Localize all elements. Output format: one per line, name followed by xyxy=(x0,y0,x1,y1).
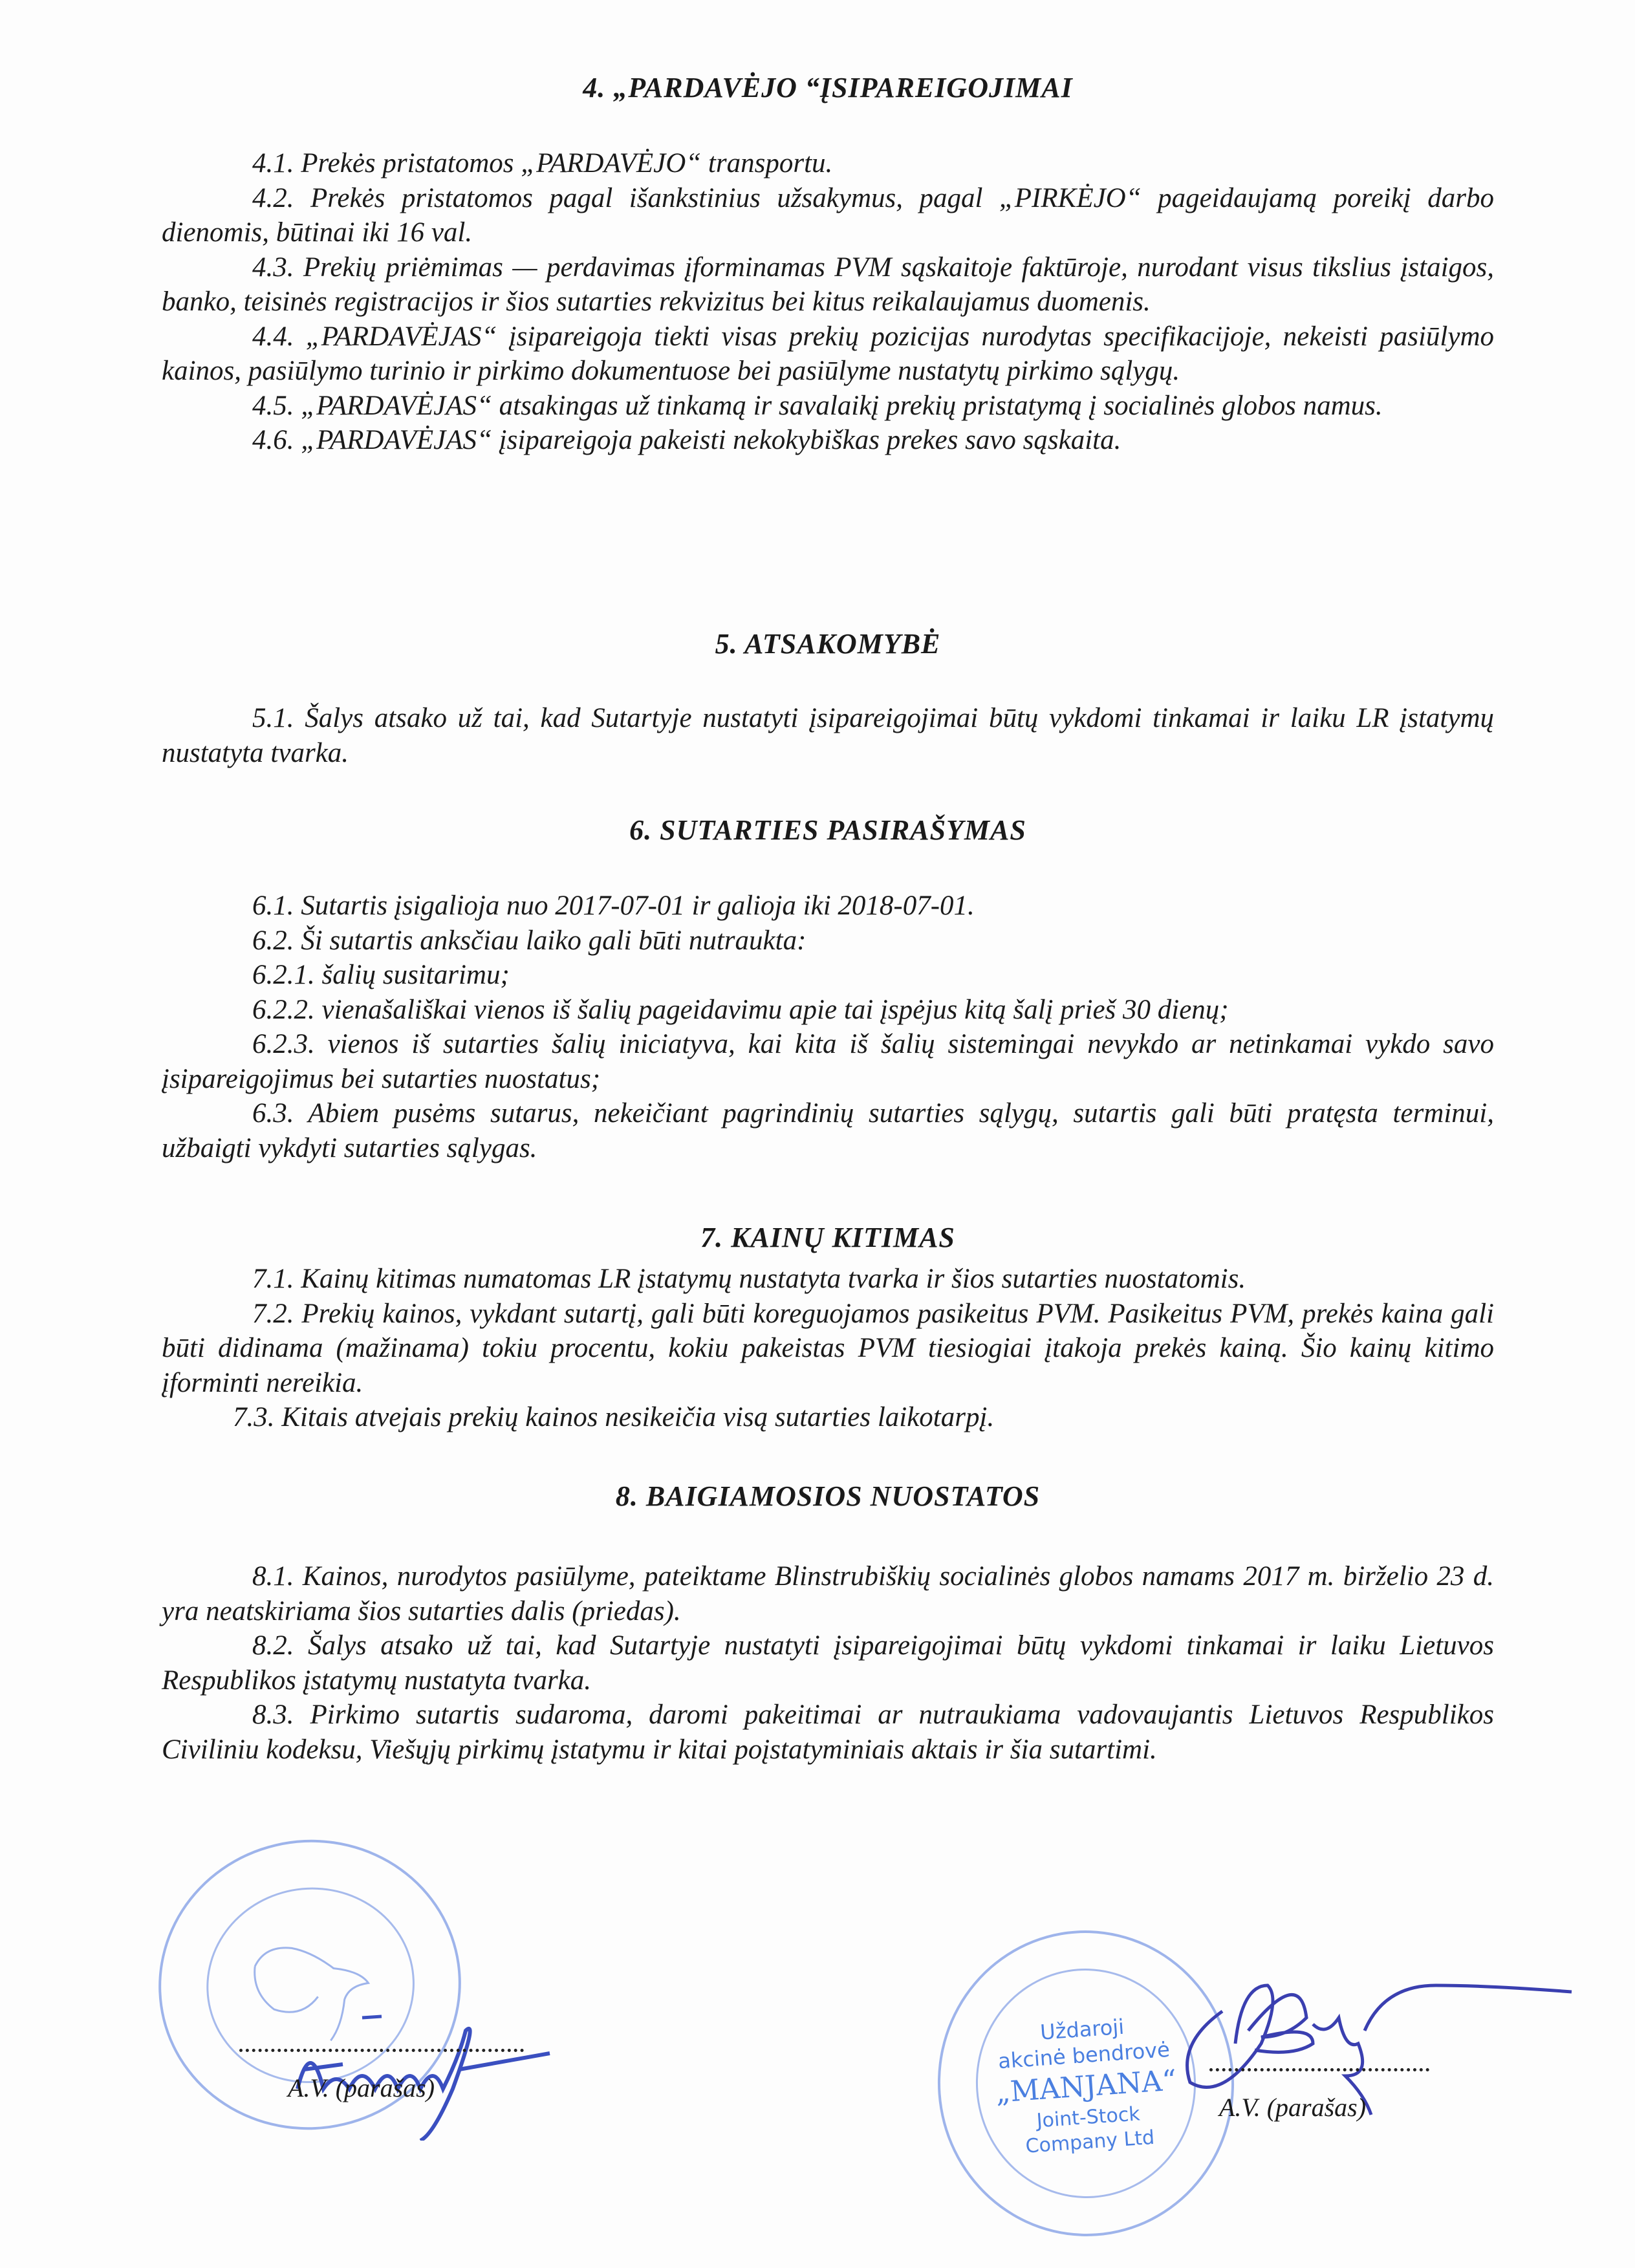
clause-5-1: 5.1. Šalys atsako už tai, kad Sutartyje nustatyti įsipareigojimai būtų vykdomi tinkamai ir laiku LR įstatymų nustatyta tvarka. xyxy=(162,703,1494,768)
clause-4-5: 4.5. „PARDAVĖJAS“ atsakingas už tinkamą ir savalaikį prekių pristatymą į socialinės globos namus. xyxy=(252,390,1383,421)
section-4-heading: 4. „PARDAVĖJO “ĮSIPAREIGOJIMAI xyxy=(583,72,1073,103)
clause-8-2: 8.2. Šalys atsako už tai, kad Sutartyje nustatyti įsipareigojimai būtų vykdomi tinkamai ir laiku Lietuvos Respublikos įstatymų nustatyta tvarka. xyxy=(162,1630,1494,1696)
clause-4-3: 4.3. Prekių priėmimas — perdavimas įforminamas PVM sąskaitoje faktūroje, nurodant visus tikslius įstaigos, banko, teisinės registracijos ir šios sutarties rekvizitus bei kitus reikalaujamus duomenis. xyxy=(162,252,1494,317)
buyer-signature-icon xyxy=(285,1992,556,2141)
section-6-heading: 6. SUTARTIES PASIRAŠYMAS xyxy=(629,814,1026,846)
clause-4-1: 4.1. Prekės pristatomos „PARDAVĖJO“ transportu. xyxy=(252,148,833,178)
section-8-body xyxy=(162,1559,1494,1767)
clause-8-1: 8.1. Kainos, nurodytos pasiūlyme, pateiktame Blinstrubiškių socialinės globos namams 2017 m. birželio 23 d. yra neatskiriama šios sutarties dalis (priedas). xyxy=(162,1561,1494,1626)
buyer-signature-line xyxy=(239,2049,524,2052)
clause-7-3: 7.3. Kitais atvejais prekių kainos nesikeičia visą sutarties laikotarpį. xyxy=(233,1402,995,1432)
seller-stamp-line1: Uždaroji xyxy=(1039,2014,1125,2045)
clause-6-1: 6.1. Sutartis įsigalioja nuo 2017-07-01 ir galioja iki 2018-07-01. xyxy=(252,891,975,921)
clause-6-2-2: 6.2.2. vienašališkai vienos iš šalių pageidavimu apie tai įspėjus kitą šalį prieš 30 dienų; xyxy=(252,994,1229,1025)
buyer-signature-label: A.V. (parašas) xyxy=(288,2073,435,2102)
clause-6-3: 6.3. Abiem pusėms sutarus, nekeičiant pagrindinių sutarties sąlygų, sutartis gali būti pratęsta terminui, užbaigti vykdyti sutarties sąlygas. xyxy=(162,1098,1494,1163)
section-7-body xyxy=(162,1262,1494,1435)
clause-4-6: 4.6. „PARDAVĖJAS“ įsipareigoja pakeisti nekokybiškas prekes savo sąskaita. xyxy=(252,425,1121,455)
clause-6-2-1: 6.2.1. šalių susitarimu; xyxy=(252,960,510,990)
clause-6-2: 6.2. Ši sutartis anksčiau laiko gali būti nutraukta: xyxy=(252,925,807,956)
section-5-heading: 5. ATSAKOMYBĖ xyxy=(715,628,941,660)
section-8-heading: 8. BAIGIAMOSIOS NUOSTATOS xyxy=(615,1480,1041,1512)
seller-signature-line xyxy=(1209,2068,1429,2071)
section-7-heading: 7. KAINŲ KITIMAS xyxy=(700,1222,955,1253)
seller-signature-label: A.V. (parašas) xyxy=(1219,2093,1367,2122)
seller-stamp-line4: Company Ltd xyxy=(1024,2126,1156,2158)
seller-stamp-line3: Joint-Stock xyxy=(1035,2102,1141,2133)
clause-6-2-3: 6.2.3. vienos iš sutarties šalių iniciatyva, kai kita iš šalių sistemingai nevykdo ar netinkamai vykdo savo įsipareigojimus bei sutarties nuostatus; xyxy=(162,1029,1494,1094)
clause-8-3: 8.3. Pirkimo sutartis sudaroma, daromi pakeitimai ar nutraukiama vadovaujantis Lietuvos Respublikos Civiliniu kodeksu, Viešųjų pirkimų įstatymu ir kitai poįstatyminiais aktais ir šia sutartimi. xyxy=(162,1700,1494,1765)
clause-4-2: 4.2. Prekės pristatomos pagal išankstinius užsakymus, pagal „PIRKĖJO“ pageidaujamą poreikį darbo dienomis, būtinai iki 16 val. xyxy=(162,182,1494,248)
section-5-body xyxy=(162,701,1494,770)
clause-4-4: 4.4. „PARDAVĖJAS“ įsipareigoja tiekti visas prekių pozicijas nurodytas specifikacijoje, nekeisti pasiūlymo kainos, pasiūlymo turinio ir pirkimo dokumentuose bei pasiūlyme nustatytų pirkimo sąlygų. xyxy=(162,321,1494,386)
seller-stamp-name: „MANJANA“ xyxy=(994,2064,1178,2110)
section-6-body xyxy=(162,889,1494,1165)
clause-7-2: 7.2. Prekių kainos, vykdant sutartį, gali būti koreguojamos pasikeitus PVM. Pasikeitus PVM, prekės kaina gali būti didinama (mažinama) tokiu procentu, kokiu pakeistas PVM tiesiogiai įtakoja prekės kainą. Šio kainų kitimo įforminti nereikia. xyxy=(162,1298,1494,1398)
seller-stamp-line2: akcinė bendrovė xyxy=(997,2036,1171,2074)
clause-7-1: 7.1. Kainų kitimas numatomas LR įstatymų nustatyta tvarka ir šios sutarties nuostatomis. xyxy=(252,1264,1246,1294)
section-4-body xyxy=(162,146,1494,458)
